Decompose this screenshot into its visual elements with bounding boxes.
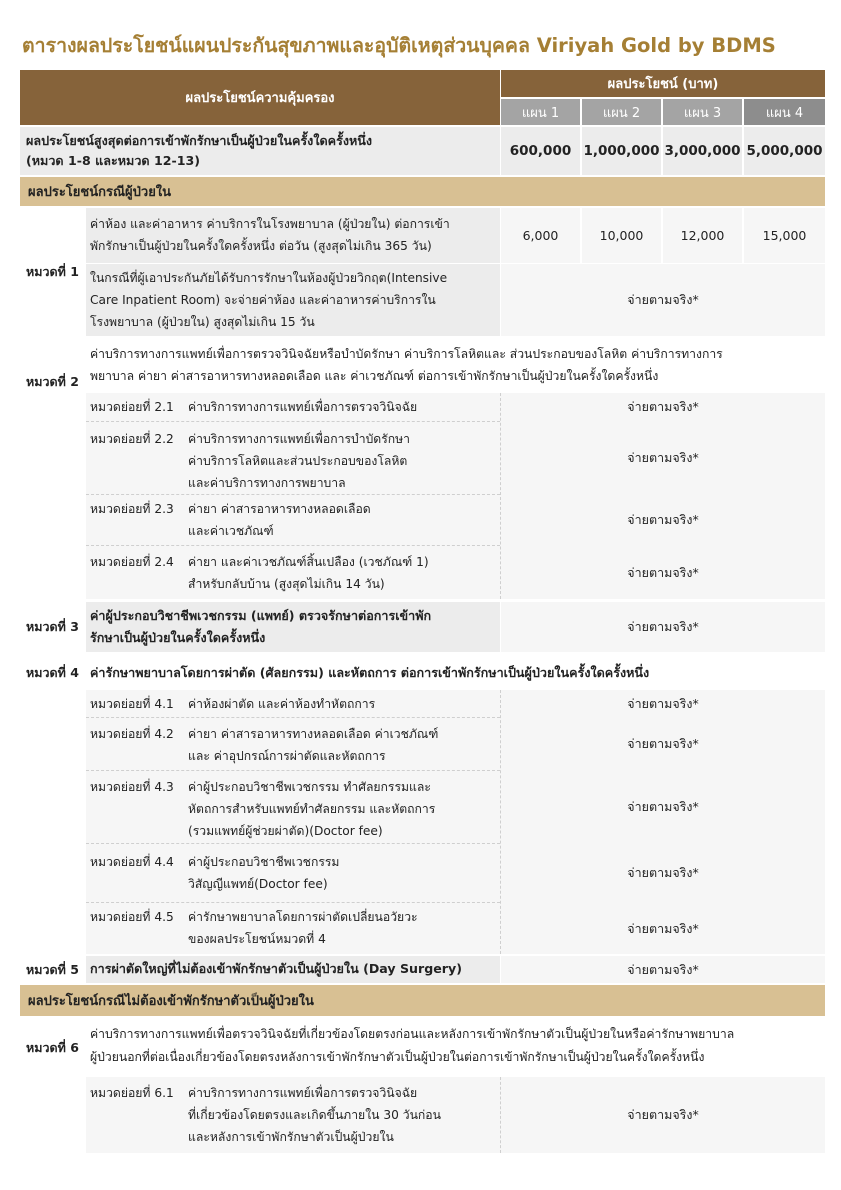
cat1-room-plan-3: 12,000 — [663, 208, 742, 263]
cat5-line1: การผ่าตัดใหญ่ที่ไม่ต้องเข้าพักรักษาตัวเป็นผู้ป่วยใน (Day Surgery) — [90, 961, 462, 976]
cat4-line1: ค่ารักษาพยาบาลโดยการผ่าตัด (ศัลยกรรม) และหัตถการ ต่อการเข้าพักรักษาเป็นผู้ป่วยในครั้งใดครั้งหนึ่ง — [90, 665, 650, 680]
cat1-icu-line3: โรงพยาบาล (ผู้ป่วยใน) สูงสุดไม่เกิน 15 วัน — [90, 315, 315, 329]
cat1-icu-line1: ในกรณีที่ผู้เอาประกันภัยได้รับการรักษาในห้องผู้ป่วยวิกฤต(Intensive — [90, 271, 448, 285]
max-benefit-label — [20, 127, 500, 175]
cat2-sub4-value: จ่ายตามจริง* — [627, 564, 699, 580]
cat4-sub5-line1: ค่ารักษาพยาบาลโดยการผ่าตัดเปลี่ยนอวัยวะ — [188, 910, 418, 924]
cat2-sub2-label: หมวดย่อยที่ 2.2 — [90, 432, 174, 446]
cat3-line1: ค่าผู้ประกอบวิชาชีพเวชกรรม (แพทย์) ตรวจรักษาต่อการเข้าพัก — [90, 608, 432, 623]
divider — [86, 717, 500, 718]
cat1-room-plan-2: 10,000 — [582, 208, 661, 263]
cat4-sub2-value: จ่ายตามจริง* — [627, 736, 699, 751]
cat4-sub2-line2: และ ค่าอุปกรณ์การผ่าตัดและหัตถการ — [188, 749, 386, 763]
header-plan-1: แผน 1 — [501, 99, 580, 125]
cat1-room-line2: พักรักษาเป็นผู้ป่วยในครั้งใดครั้งหนึ่ง ต่อวัน (สูงสุดไม่เกิน 365 วัน) — [90, 239, 432, 253]
cat4-sub3-value: จ่ายตามจริง* — [627, 799, 699, 814]
cat6-line1: ค่าบริการทางการแพทย์เพื่อตรวจวินิจฉัยที่เกี่ยวข้องโดยตรงก่อนและหลังการเข้าพักรักษาตัวเป็นผู้ป่วยในหรือค่ารักษาพยาบาล — [90, 1027, 735, 1041]
cat4-sub1-label: หมวดย่อยที่ 4.1 — [90, 697, 174, 711]
cat4-sub1-line1: ค่าห้องผ่าตัด และค่าห้องทำหัตถการ — [188, 697, 376, 711]
section-outpatient: ผลประโยชน์กรณีไม่ต้องเข้าพักรักษาตัวเป็นผู้ป่วยใน — [20, 985, 825, 1016]
cat2-line1: ค่าบริการทางการแพทย์เพื่อการตรวจวินิจฉัยหรือบำบัดรักษา ค่าบริการโลหิตและ ส่วนประกอบของโลหิต ค่าบริการทางการ — [90, 347, 723, 361]
divider — [500, 1077, 501, 1153]
divider — [86, 545, 500, 546]
cat1-room-line1: ค่าห้อง และค่าอาหาร ค่าบริการในโรงพยาบาล (ผู้ป่วยใน) ต่อการเข้า — [90, 217, 450, 231]
cat4-sub5-line2: ของผลประโยชน์หมวดที่ 4 — [188, 932, 326, 946]
cat4-sub4-value: จ่ายตามจริง* — [627, 865, 699, 880]
cat5-value: จ่ายตามจริง* — [501, 956, 825, 983]
cat4-sub5-value: จ่ายตามจริง* — [627, 920, 699, 936]
cat2-sub3-label: หมวดย่อยที่ 2.3 — [90, 502, 174, 516]
cat4-sub3-line2: หัตถการสำหรับแพทย์ทำศัลยกรรม และหัตถการ — [188, 802, 436, 816]
cat4-sub4-line1: ค่าผู้ประกอบวิชาชีพเวชกรรม — [188, 855, 340, 869]
cat2-sub2-line2: ค่าบริการโลหิตและส่วนประกอบของโลหิต — [188, 454, 408, 468]
header-coverage: ผลประโยชน์ความคุ้มครอง — [20, 70, 500, 125]
header-plan-3: แผน 3 — [663, 99, 742, 125]
divider — [86, 494, 500, 495]
cat4-sub4-label: หมวดย่อยที่ 4.4 — [90, 855, 174, 869]
cat2-sub4-line2: สำหรับกลับบ้าน (สูงสุดไม่เกิน 14 วัน) — [188, 577, 385, 591]
max-benefit-plan-1: 600,000 — [501, 127, 580, 175]
max-benefit-plan-4: 5,000,000 — [744, 127, 825, 175]
cat6-line2: ผู้ป่วยนอกที่ต่อเนื่องเกี่ยวข้องโดยตรงหลังการเข้าพักรักษาตัวเป็นผู้ป่วยในต่อการเข้าพักรักษาเป็นผู้ป่วยในครั้งใดครั้งหนึ่ง — [90, 1050, 705, 1064]
section-inpatient: ผลประโยชน์กรณีผู้ป่วยใน — [20, 177, 825, 206]
max-benefit-plan-2: 1,000,000 — [582, 127, 661, 175]
cat1-label: หมวดที่ 1 — [26, 264, 79, 279]
cat3-desc — [86, 602, 500, 652]
header-benefit: ผลประโยชน์ (บาท) — [501, 70, 825, 97]
cat4-sub3-line3: (รวมแพทย์ผู้ช่วยผ่าตัด)(Doctor fee) — [188, 824, 383, 838]
divider — [86, 421, 500, 422]
cat3-line2: รักษาเป็นผู้ป่วยในครั้งใดครั้งหนึ่ง — [90, 630, 266, 645]
cat4-sub2-label: หมวดย่อยที่ 4.2 — [90, 727, 174, 741]
cat2-sub3-value: จ่ายตามจริง* — [627, 512, 699, 527]
cat1-room-desc — [86, 208, 500, 263]
cat1-icu-line2: Care Inpatient Room) จะจ่ายค่าห้อง และค่าอาหารค่าบริการใน — [90, 293, 436, 307]
header-plan-4: แผน 4 — [744, 99, 825, 125]
cat2-sub2-line3: และค่าบริการทางการพยาบาล — [188, 476, 346, 490]
cat2-line2: พยาบาล ค่ายา ค่าสารอาหารทางหลอดเลือด และ ค่าเวชภัณฑ์ ต่อการเข้าพักรักษาเป็นผู้ป่วยในครั้งใดครั้งหนึ่ง — [90, 369, 659, 383]
divider — [500, 690, 501, 954]
cat6-label: หมวดที่ 6 — [26, 1040, 79, 1055]
cat4-sub3-line1: ค่าผู้ประกอบวิชาชีพเวชกรรม ทำศัลยกรรมและ — [188, 780, 431, 794]
cat6-sub1-line2: ที่เกี่ยวข้องโดยตรงและเกิดขึ้นภายใน 30 วันก่อน — [188, 1108, 441, 1122]
cat1-room-plan-1: 6,000 — [501, 208, 580, 263]
cat3-label: หมวดที่ 3 — [26, 619, 79, 634]
cat4-label: หมวดที่ 4 — [26, 665, 79, 680]
cat2-sub1-label: หมวดย่อยที่ 2.1 — [90, 400, 174, 414]
max-benefit-line2: (หมวด 1-8 และหมวด 12-13) — [26, 153, 201, 168]
page-title: ตารางผลประโยชน์แผนประกันสุขภาพและอุบัติเหตุส่วนบุคคล Viriyah Gold by BDMS — [22, 34, 776, 57]
cat3-value: จ่ายตามจริง* — [501, 602, 825, 652]
cat2-sub2-value: จ่ายตามจริง* — [627, 450, 699, 465]
cat4-sub3-label: หมวดย่อยที่ 4.3 — [90, 780, 174, 794]
cat6-sub1-line3: และหลังการเข้าพักรักษาตัวเป็นผู้ป่วยใน — [188, 1130, 394, 1144]
cat1-room-plan-4: 15,000 — [744, 208, 825, 263]
header-plan-2: แผน 2 — [582, 99, 661, 125]
cat6-sub1-label: หมวดย่อยที่ 6.1 — [90, 1086, 174, 1100]
cat1-icu-value: จ่ายตามจริง* — [501, 264, 825, 336]
divider — [86, 902, 500, 903]
cat4-sub4-line2: วิสัญญีแพทย์(Doctor fee) — [188, 877, 328, 891]
cat2-sub1-line1: ค่าบริการทางการแพทย์เพื่อการตรวจวินิจฉัย — [188, 400, 418, 414]
cat2-sub3-line2: และค่าเวชภัณฑ์ — [188, 524, 274, 538]
divider — [86, 843, 500, 844]
cat2-sub1-value: จ่ายตามจริง* — [627, 399, 699, 414]
divider — [86, 770, 500, 771]
cat1-icu-desc — [86, 264, 500, 336]
cat6-sub1-line1: ค่าบริการทางการแพทย์เพื่อการตรวจวินิจฉัย — [188, 1086, 418, 1100]
max-benefit-plan-3: 3,000,000 — [663, 127, 742, 175]
cat4-sub2-line1: ค่ายา ค่าสารอาหารทางหลอดเลือด ค่าเวชภัณฑ์ — [188, 727, 439, 741]
max-benefit-line1: ผลประโยชน์สูงสุดต่อการเข้าพักรักษาเป็นผู้ป่วยในครั้งใดครั้งหนึ่ง — [26, 133, 373, 148]
cat4-sub5-label: หมวดย่อยที่ 4.5 — [90, 910, 174, 924]
cat2-sub3-line1: ค่ายา ค่าสารอาหารทางหลอดเลือด — [188, 502, 371, 516]
cat2-sub4-line1: ค่ายา และค่าเวชภัณฑ์สิ้นเปลือง (เวชภัณฑ์ 1) — [188, 555, 429, 569]
cat5-desc — [86, 956, 500, 983]
divider — [500, 393, 501, 599]
cat2-label: หมวดที่ 2 — [26, 374, 79, 389]
cat2-sub2-line1: ค่าบริการทางการแพทย์เพื่อการบำบัดรักษา — [188, 432, 411, 446]
cat2-sub4-label: หมวดย่อยที่ 2.4 — [90, 555, 174, 569]
cat5-label: หมวดที่ 5 — [26, 961, 79, 977]
cat6-sub1-value: จ่ายตามจริง* — [627, 1107, 699, 1122]
cat4-sub1-value: จ่ายตามจริง* — [627, 695, 699, 711]
